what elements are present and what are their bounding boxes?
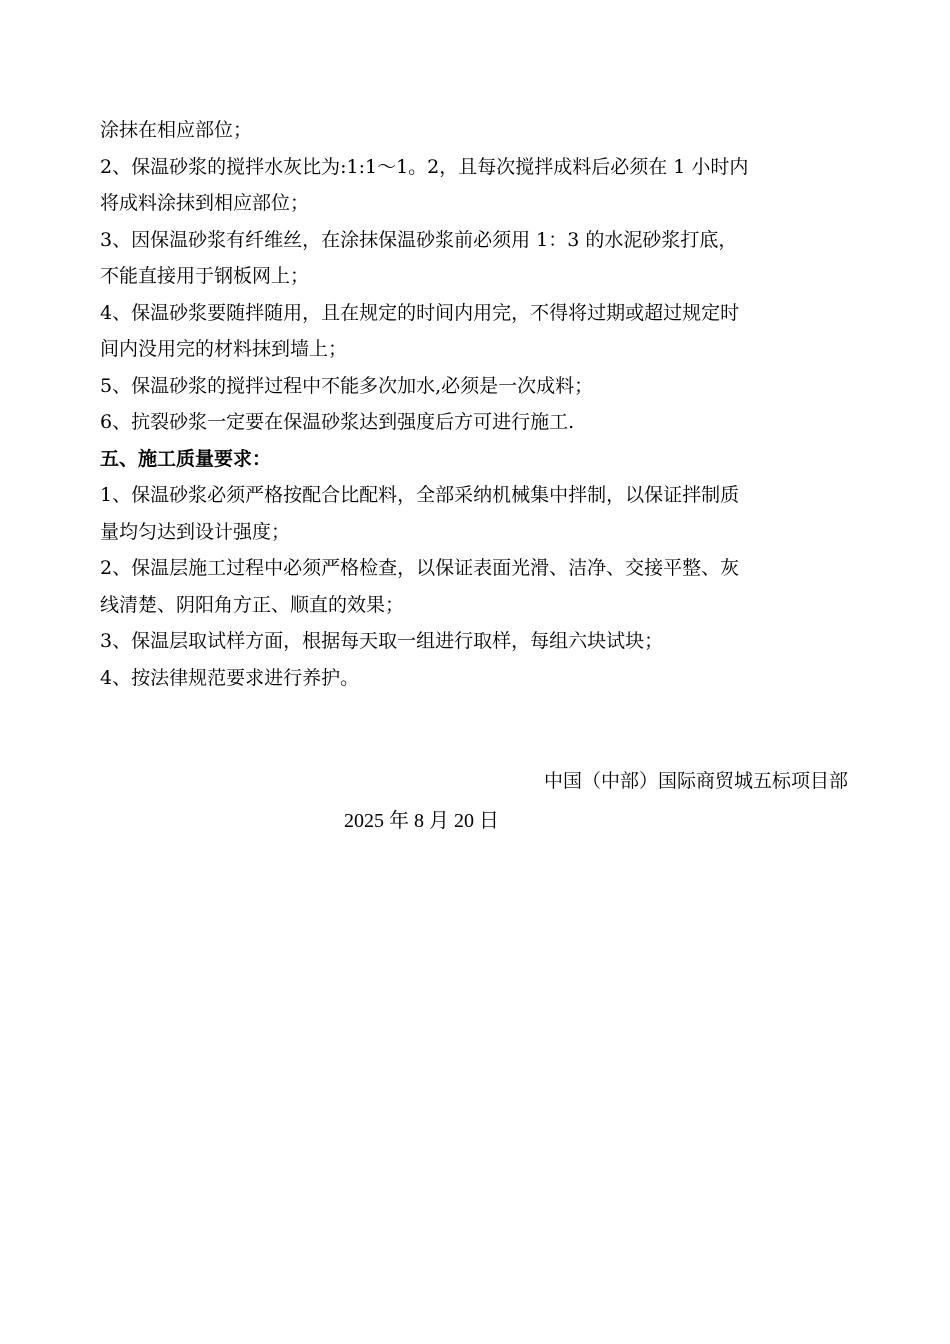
section-line: 量均匀达到设计强度；: [100, 520, 291, 543]
signature-date: 2025 年 8 月 20 日: [344, 810, 499, 832]
section-line: 1、保温砂浆必须严格按配合比配料，全部采纳机械集中拌制，以保证拌制质: [100, 484, 740, 506]
section-line: 线清楚、阴阳角方正、顺直的效果；: [100, 593, 405, 616]
body-line: 2、保温砂浆的搅拌水灰比为:1:1～1。2，且每次搅拌成料后必须在 1 小时内: [100, 155, 749, 178]
body-line: 间内没用完的材料抹到墙上；: [100, 338, 348, 360]
body-line: 3、因保温砂浆有纤维丝，在涂抹保温砂浆前必须用 1：3 的水泥砂浆打底，: [100, 228, 738, 251]
body-line: 将成料涂抹到相应部位；: [100, 192, 310, 214]
signature-organization: 中国（中部）国际商贸城五标项目部: [543, 770, 848, 792]
section-line: 3、保温层取试样方面，根据每天取一组进行取样，每组六块试块；: [100, 630, 664, 652]
body-line: 6、抗裂砂浆一定要在保温砂浆达到强度后方可进行施工.: [100, 411, 575, 433]
section-heading: 五、施工质量要求：: [100, 447, 272, 470]
section-line: 4、按法律规范要求进行养护。: [100, 666, 360, 689]
section-line: 2、保温层施工过程中必须严格检查，以保证表面光滑、洁净、交接平整、灰: [100, 557, 740, 579]
document-body: [100, 112, 852, 696]
body-line: 不能直接用于钢板网上；: [100, 265, 310, 287]
body-line: 4、保温砂浆要随拌随用，且在规定的时间内用完，不得将过期或超过规定时: [100, 301, 740, 324]
body-line: 涂抹在相应部位；: [100, 119, 253, 141]
body-line: 5、保温砂浆的搅拌过程中不能多次加水,必须是一次成料；: [100, 374, 594, 397]
